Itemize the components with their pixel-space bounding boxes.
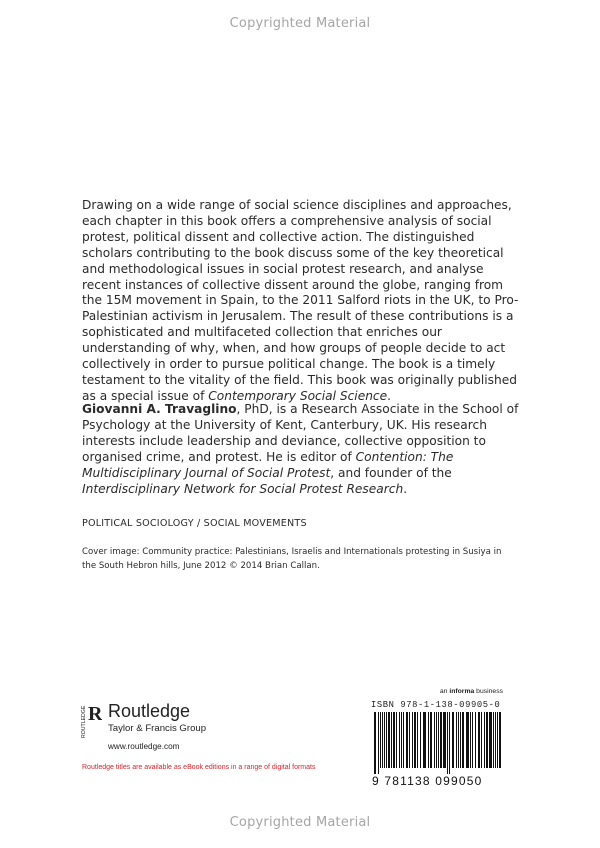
- barcode-bar: [443, 712, 446, 768]
- barcode-bar: [396, 712, 397, 768]
- barcode-bar: [460, 712, 461, 768]
- barcode-bar: [388, 712, 390, 768]
- bio-journal-title: Contention: The Multidisciplinary Journal of Social Protest: [82, 449, 454, 480]
- logo-letter: R: [88, 703, 102, 725]
- barcode-bar: [434, 712, 435, 768]
- barcode-bar: [447, 712, 448, 774]
- logo-spine-text: ROUTLEDGE: [81, 705, 87, 738]
- barcode-bar: [417, 712, 418, 768]
- barcode-bar: [466, 712, 469, 768]
- barcode-bar: [495, 712, 496, 768]
- subject-category: POLITICAL SOCIOLOGY / SOCIAL MOVEMENTS: [82, 518, 307, 529]
- description-end: .: [387, 388, 391, 403]
- barcode-bar: [378, 712, 379, 774]
- barcode-bar: [489, 712, 492, 768]
- barcode-bar: [449, 712, 450, 774]
- barcode-bar: [382, 712, 383, 768]
- barcode-bar: [380, 712, 381, 768]
- barcode-bar: [393, 712, 395, 768]
- barcode-bar: [403, 712, 404, 768]
- barcode-bar: [499, 712, 501, 768]
- barcode-bar: [399, 712, 400, 768]
- barcode-bar: [386, 712, 387, 768]
- barcode-bar: [440, 712, 442, 768]
- barcode-bar: [452, 712, 454, 768]
- barcode-bar: [484, 712, 485, 768]
- book-description: [82, 198, 522, 405]
- copyright-watermark-top: Copyrighted Material: [229, 16, 371, 31]
- barcode-bar: [481, 712, 482, 768]
- informa-business-label: [440, 688, 503, 695]
- informa-brand: informa: [449, 688, 475, 695]
- barcode-bar: [384, 712, 385, 768]
- barcode-bar: [436, 712, 437, 768]
- routledge-logo-icon: [80, 700, 102, 740]
- barcode-bar: [428, 712, 429, 768]
- isbn-label: ISBN 978-1-138-09905-0: [371, 700, 501, 710]
- bio-text-2: , and founder of the: [330, 465, 452, 480]
- barcode-bar: [462, 712, 464, 768]
- cover-image-credit: Cover image: Community practice: Palestinians, Israelis and Internationals protesting in Susiya in the South Hebron hills, June 2012 © 2014 Brian Callan.: [82, 547, 502, 571]
- barcode-bar: [470, 712, 471, 768]
- barcode-bar: [493, 712, 494, 768]
- bio-end: .: [403, 481, 408, 496]
- publisher-group: Taylor & Francis Group: [108, 723, 207, 734]
- author-name: Giovanni A. Travaglino: [82, 402, 237, 416]
- barcode-bar: [420, 712, 421, 768]
- barcode-bar: [406, 712, 408, 768]
- ebook-note: Routledge titles are available as eBook editions in a range of digital formats: [82, 764, 316, 771]
- description-text: Drawing on a wide range of social science disciplines and approaches, each chapter in this book offers a comprehensive analysis of social protest, political dissent and collective action. The distinguished scholars contributing to the book discuss some of the key theoretical and methodological issues in social protest research, and analyse recent instances of collective dissent around the globe, ranging from the 15M movement in Spain, to the 2011 Salford riots in the UK, to Pro-Palestinian activism in Jerusalem. The result of these contributions is a sophisticated and multifaceted collection that enriches our understanding of why, when, and how groups of people decide to act collectively in order to pursue political change. The book is a timely testament to the vitality of the field. This book was originally published as a special issue of: [82, 198, 519, 403]
- barcode-bar: [401, 712, 402, 768]
- barcode-bar: [423, 712, 426, 768]
- informa-suffix: business: [474, 688, 503, 695]
- barcode-bar: [412, 712, 413, 768]
- bio-text-1: , PhD, is a Research Associate in the School of Psychology at the University of Kent, Canterbury, UK. His research interests include leadership and deviance, collective opposition to organised crime, and protest. He is editor of: [82, 402, 519, 464]
- author-bio: [82, 402, 522, 497]
- barcode-bar: [414, 712, 416, 768]
- publisher-url: www.routledge.com: [108, 742, 180, 751]
- publisher-name: Routledge: [108, 701, 191, 721]
- barcode-bar: [486, 712, 488, 768]
- barcode-bar: [456, 712, 457, 768]
- barcode-bar: [478, 712, 480, 768]
- barcode-bar: [409, 712, 410, 768]
- informa-prefix: an: [439, 688, 450, 695]
- barcode-graphic: [372, 712, 505, 774]
- bio-network-title: Interdisciplinary Network for Social Protest Research: [82, 481, 404, 496]
- barcode-bar: [472, 712, 473, 768]
- barcode-bar: [374, 712, 376, 774]
- barcode-bar: [391, 712, 392, 768]
- barcode-bar: [430, 712, 432, 768]
- journal-title: Contemporary Social Science: [208, 388, 388, 403]
- copyright-watermark-bottom: Copyrighted Material: [229, 815, 371, 830]
- barcode-bar: [497, 712, 498, 768]
- barcode-bar: [475, 712, 476, 768]
- barcode-digits: 9 781138 099050: [372, 774, 483, 788]
- barcode-bar: [438, 712, 439, 768]
- barcode-bar: [458, 712, 459, 768]
